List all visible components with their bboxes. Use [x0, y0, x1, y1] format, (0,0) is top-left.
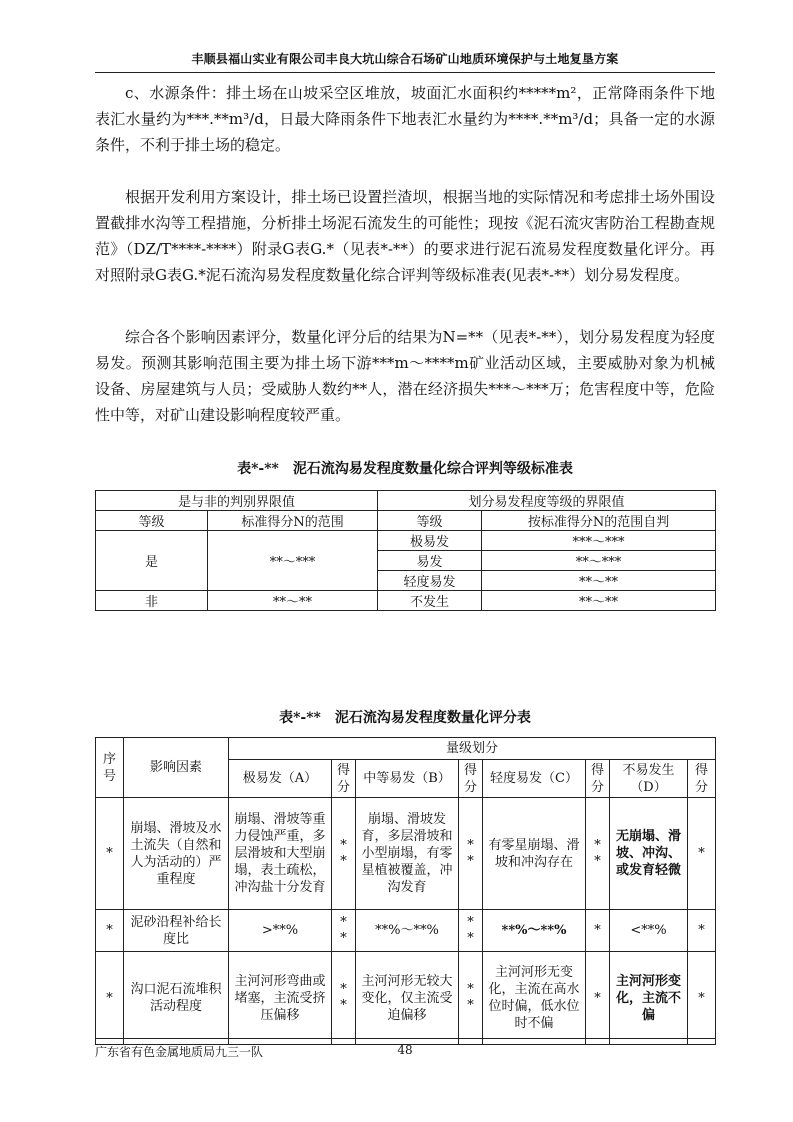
- table-header-cell: 等级: [378, 511, 482, 531]
- table-cell: **～**: [208, 591, 378, 611]
- table-row: [96, 798, 716, 910]
- table-cell: 有零星崩塌、滑坡和冲沟存在: [483, 798, 586, 910]
- table-cell: **～**: [482, 571, 716, 591]
- table-header-cell: 极易发（A）: [229, 760, 332, 798]
- table-cell: 泥砂沿程补给长度比: [124, 910, 229, 952]
- table-header-cell: 不易发生（D）: [610, 760, 688, 798]
- grade-criteria-table: [95, 490, 716, 611]
- table-cell: *: [586, 910, 610, 952]
- paragraph-text: 根据开发利用方案设计，排土场已设置拦渣坝，根据当地的实际情况和考虑排土场外围设置截排水沟等工程措施，分析排土场泥石流发生的可能性；现按《泥石流灾害防治工程勘查规范》（DZ/T****-****）附录G表G.*（见表*-**）的要求进行泥石流易发程度数量化评分。再对照附录G表G.*泥石流沟易发程度数量化综合评判等级标准表(见表*-**）划分易发程度。: [95, 188, 715, 284]
- page-number: 48: [397, 1043, 413, 1057]
- table-cell: *: [688, 798, 716, 910]
- table-cell: [332, 798, 356, 910]
- table-header-cell: 划分易发程度等级的界限值: [378, 491, 716, 511]
- table-cell: 是: [96, 531, 208, 591]
- table-header-cell: 标准得分N的范围: [208, 511, 378, 531]
- table-header-cell: 序号: [96, 738, 124, 798]
- running-header: 丰顺县福山实业有限公司丰良大坑山综合石场矿山地质环境保护与土地复垦方案: [191, 52, 619, 66]
- score-value: * *: [594, 837, 601, 869]
- paragraph-water-source: [95, 80, 715, 168]
- table-cell: 不发生: [378, 591, 482, 611]
- table-cell: [332, 910, 356, 952]
- table-header-cell: 等级: [96, 511, 208, 531]
- table-cell: 主河河形无较大变化，仅主流受迫偏移: [356, 952, 459, 1045]
- table-cell: *: [96, 910, 124, 952]
- table-header-cell: 得分: [688, 760, 716, 798]
- score-value: * *: [467, 837, 474, 869]
- paragraph-design-basis: [95, 184, 715, 298]
- table-cell: **%～**%: [483, 910, 586, 952]
- table-cell: <**%: [610, 910, 688, 952]
- table2-caption: 表*-** 泥石流沟易发程度数量化评分表: [279, 710, 531, 726]
- table-header-cell: 得分: [332, 760, 356, 798]
- score-value: * *: [340, 837, 347, 869]
- table-header-cell: 中等易发（B）: [356, 760, 459, 798]
- table-cell: *: [96, 798, 124, 910]
- score-value: * *: [340, 982, 347, 1013]
- table-cell: [459, 910, 483, 952]
- table-cell: 沟口泥石流堆积活动程度: [124, 952, 229, 1045]
- table-row: [96, 591, 716, 611]
- table-cell: *: [586, 952, 610, 1045]
- table1-caption: 表*-** 泥石流沟易发程度数量化综合评判等级标准表: [237, 461, 573, 477]
- table-row: [96, 952, 716, 1045]
- table-cell: 无崩塌、滑坡、冲沟、或发育轻微: [610, 798, 688, 910]
- paragraph-assessment-result: [95, 324, 715, 438]
- table-cell: 主河河形变化，主流不偏: [610, 952, 688, 1045]
- table-cell: [332, 952, 356, 1045]
- table-header-cell: 得分: [459, 760, 483, 798]
- table-cell: [459, 952, 483, 1045]
- table-row: [96, 491, 716, 511]
- table-row: [96, 910, 716, 952]
- table-cell: **～***: [482, 551, 716, 571]
- table-cell: 轻度易发: [378, 571, 482, 591]
- score-value: * *: [340, 914, 347, 946]
- scoring-table: [95, 737, 716, 1045]
- table-cell: >**%: [229, 910, 332, 952]
- footer-rule: [95, 1038, 715, 1039]
- table-cell: 崩塌、滑坡等重力侵蚀严重，多层滑坡和大型崩塌，表土疏松，冲沟盐十分发育: [229, 798, 332, 910]
- paragraph-text: c、水源条件：排土场在山坡采空区堆放，坡面汇水面积约*****m²，正常降雨条件下地表汇水量约为***.**m³/d，日最大降雨条件下地表汇水量约为****.**m³/d；具备一定的水源条件，不利于排土场的稳定。: [95, 84, 715, 154]
- table-row: [96, 531, 716, 551]
- table-header-cell: 得分: [586, 760, 610, 798]
- table-cell: **%～**%: [356, 910, 459, 952]
- table-cell: ***～***: [482, 531, 716, 551]
- table-header-cell: 按标准得分N的范围自判: [482, 511, 716, 531]
- header-rule: [95, 72, 715, 73]
- table-cell: 崩塌、滑坡及水土流失（自然和人为活动的）严重程度: [124, 798, 229, 910]
- table-cell: *: [96, 952, 124, 1045]
- table-cell: *: [688, 910, 716, 952]
- table-cell: *: [688, 952, 716, 1045]
- table-header-cell: 量级划分: [229, 738, 716, 760]
- footer-organization: 广东省有色金属地质局九三一队: [95, 1045, 264, 1059]
- table-cell: [459, 798, 483, 910]
- score-value: * *: [467, 982, 474, 1013]
- table-cell: 易发: [378, 551, 482, 571]
- table-header-cell: 轻度易发（C）: [483, 760, 586, 798]
- table-cell: **～***: [208, 531, 378, 591]
- table-cell: 主河河形无变化，主流在高水位时偏，低水位时不偏: [483, 952, 586, 1045]
- table-cell: 崩塌、滑坡发育，多层滑坡和小型崩塌，有零星植被覆盖，冲沟发育: [356, 798, 459, 910]
- table-cell: **～**: [482, 591, 716, 611]
- table-header-cell: 是与非的判别界限值: [96, 491, 378, 511]
- table-cell: 主河河形弯曲或堵塞，主流受挤压偏移: [229, 952, 332, 1045]
- paragraph-text: 综合各个影响因素评分，数量化评分后的结果为N=**（见表*-**），划分易发程度为轻度易发。预测其影响范围主要为排土场下游***m～****m矿业活动区域，主要威胁对象为机械设备、房屋建筑与人员；受威胁人数约**人，潜在经济损失***～***万；危害程度中等，危险性中等，对矿山建设影响程度较严重。: [95, 328, 715, 424]
- table-row: [96, 738, 716, 760]
- score-value: * *: [467, 914, 474, 946]
- table-row: [96, 511, 716, 531]
- table-cell: [586, 798, 610, 910]
- table-header-cell: 影响因素: [124, 738, 229, 798]
- table-cell: 非: [96, 591, 208, 611]
- table-cell: 极易发: [378, 531, 482, 551]
